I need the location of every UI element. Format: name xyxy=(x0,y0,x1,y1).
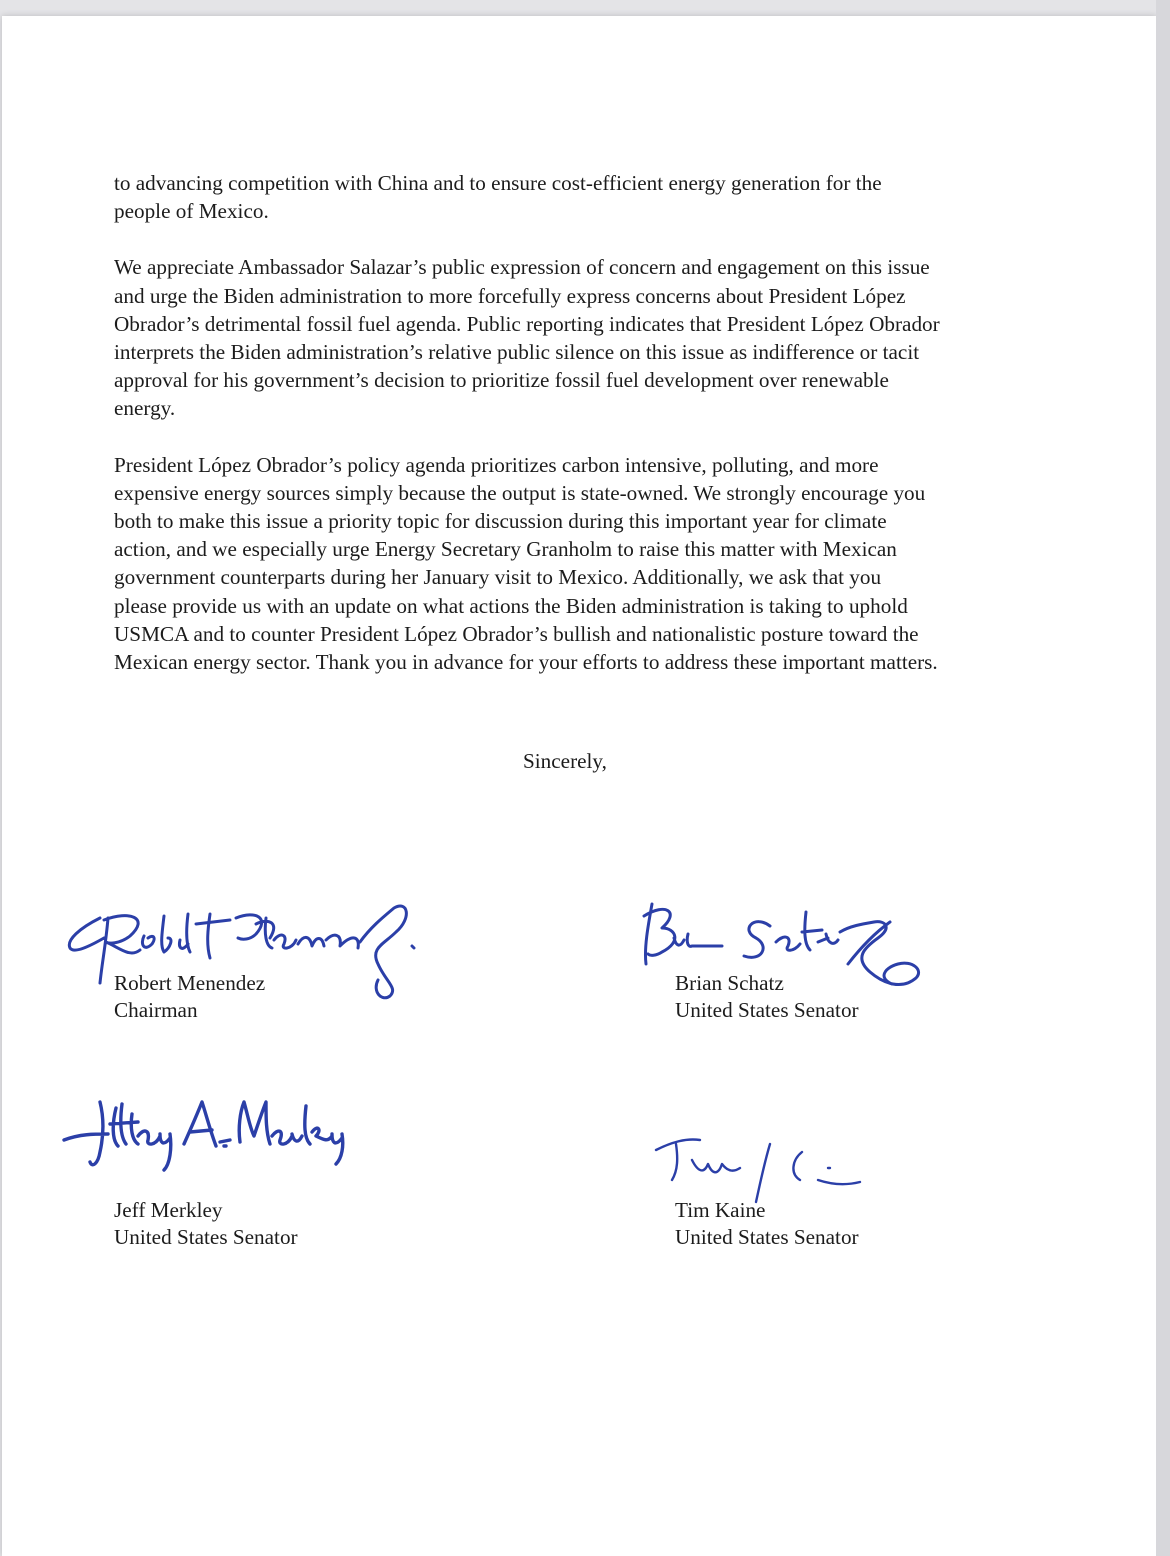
signatory-title: United States Senator xyxy=(675,1225,859,1249)
signatory-name: Jeff Merkley xyxy=(114,1198,223,1222)
letter-page xyxy=(2,16,1156,1556)
signatory-merkley xyxy=(114,1197,298,1251)
signatory-schatz xyxy=(675,970,859,1024)
paragraph-2: We appreciate Ambassador Salazar’s public expression of concern and engagement on this issue and urge the Biden administration to more forcefully express concerns about President López Obrador’s detrimental fossil fuel agenda. Public reporting indicates that President López Obrador interprets the Biden administration’s relative public silence on this issue as indifference or tacit approval for his government’s decision to prioritize fossil fuel development over renewable energy. xyxy=(114,255,940,421)
signature-merkley xyxy=(60,1084,350,1174)
signatory-name: Tim Kaine xyxy=(675,1198,766,1222)
signatory-title: United States Senator xyxy=(675,998,859,1022)
page-edge-shadow xyxy=(1156,0,1170,1556)
closing-salutation: Sincerely, xyxy=(523,749,607,773)
paragraph-1: to advancing competition with China and to ensure cost-efficient energy generation for the people of Mexico. xyxy=(114,171,882,224)
signatory-menendez xyxy=(114,970,265,1024)
signatory-name: Brian Schatz xyxy=(675,971,784,995)
signatory-kaine xyxy=(675,1197,859,1251)
signatory-title: United States Senator xyxy=(114,1225,298,1249)
paragraph-3: President López Obrador’s policy agenda prioritizes carbon intensive, polluting, and more expensive energy sources simply because the output is state-owned. We strongly encourage you both to make this issue a priority topic for discussion during this important year for climate action, and we especially urge Energy Secretary Granholm to raise this matter with Mexican government counterparts during her January visit to Mexico. Additionally, we ask that you please provide us with an update on what actions the Biden administration is taking to uphold USMCA and to counter President López Obrador’s bullish and nationalistic posture toward the Mexican energy sector. Thank you in advance for your efforts to address these important matters. xyxy=(114,452,938,675)
signatory-title: Chairman xyxy=(114,998,198,1022)
signatory-name: Robert Menendez xyxy=(114,971,266,995)
letter-body xyxy=(114,169,1054,676)
